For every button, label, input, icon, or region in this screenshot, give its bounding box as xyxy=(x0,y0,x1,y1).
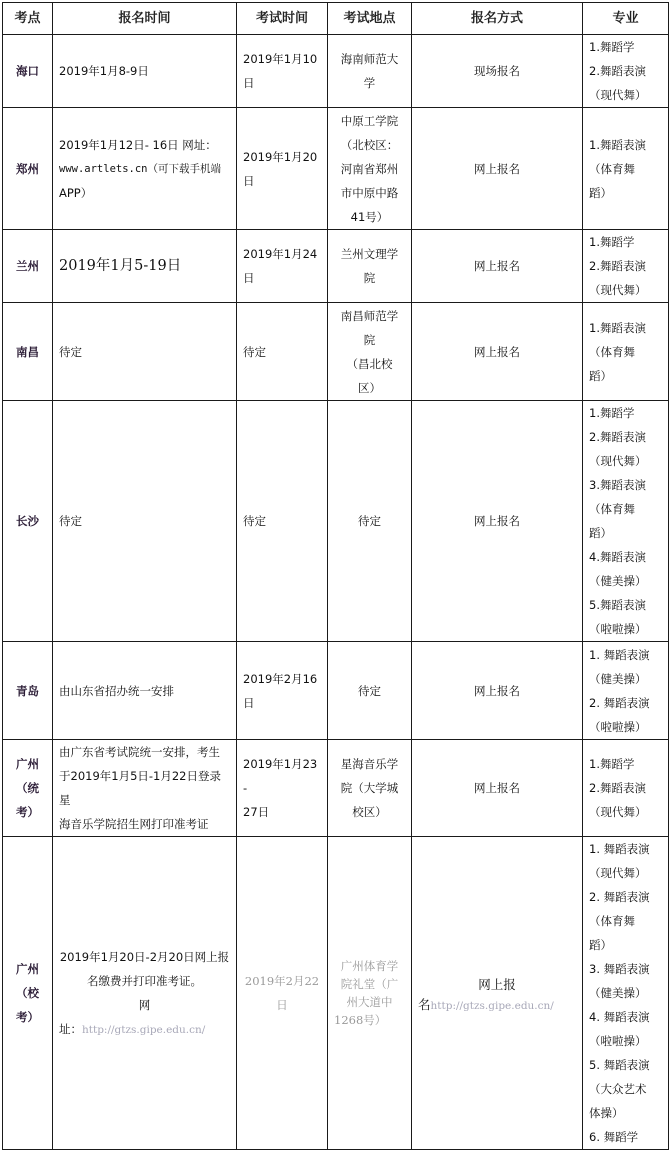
method-text: 网上报名 xyxy=(474,514,520,528)
url-prefix: 名 xyxy=(418,996,431,1012)
major-line: （体育舞 xyxy=(589,161,635,176)
cell-exam-time xyxy=(237,642,328,740)
exam-time-line: 日 xyxy=(243,173,255,188)
url-prefix: 址： xyxy=(59,1021,82,1036)
cell-reg-time xyxy=(53,642,237,740)
major-line: （健美操） xyxy=(589,574,647,588)
location-line: 广州体育学 xyxy=(340,959,399,973)
header-registration-time: 报名时间 xyxy=(53,3,237,35)
major-line: 1. 舞蹈表演 xyxy=(589,647,650,662)
city-line: 青岛 xyxy=(16,683,39,698)
cell-location xyxy=(328,35,412,108)
major-line: （啦啦操） xyxy=(589,719,647,734)
city-line: （校 xyxy=(16,986,39,1000)
major-line: （健美操） xyxy=(589,986,647,1000)
exam-time-line: 2019年2月16 xyxy=(243,671,318,686)
cell-city xyxy=(3,35,53,108)
city-line: 广州 xyxy=(16,962,39,976)
reg-time-line: 待定 xyxy=(59,344,82,359)
table-row xyxy=(3,230,669,303)
location-line: 院 xyxy=(363,332,376,347)
location-line: （北校区： xyxy=(340,137,399,152)
table-row xyxy=(3,303,669,401)
location-line: 待定 xyxy=(358,683,381,698)
exam-schedule-table xyxy=(2,2,669,1150)
table-header-row xyxy=(3,3,669,35)
cell-method xyxy=(412,837,583,1150)
cell-majors xyxy=(583,108,669,230)
reg-time-line: 2019年1月20日-2月20日网上报 xyxy=(59,949,230,964)
location-line: 院 xyxy=(363,271,376,285)
major-line: 2.舞蹈表演 xyxy=(589,64,646,78)
cell-reg-time xyxy=(53,401,237,642)
method-text: 网上报名 xyxy=(474,161,520,176)
header-exam-location: 考试地点 xyxy=(328,3,412,35)
major-line: 1.舞蹈表演 xyxy=(589,320,646,335)
major-line: （现代舞） xyxy=(589,283,647,297)
major-line: 4.舞蹈表演 xyxy=(589,550,646,564)
cell-location xyxy=(328,837,412,1150)
cell-exam-time xyxy=(237,303,328,401)
major-line: （啦啦操） xyxy=(589,622,647,636)
cell-exam-time xyxy=(237,230,328,303)
location-line: 院礼堂（广 xyxy=(340,977,399,991)
registration-link[interactable]: http://gtzs.gipe.edu.cn/ xyxy=(430,999,554,1012)
location-line: 州大道中 xyxy=(346,995,393,1009)
location-line: 兰州文理学 xyxy=(340,247,399,261)
major-line: 5. 舞蹈表演 xyxy=(589,1058,650,1072)
cell-majors xyxy=(583,740,669,837)
reg-time-line: APP） xyxy=(59,185,93,200)
exam-time-line: 2019年1月20 xyxy=(243,149,318,164)
major-line: （大众艺术 xyxy=(589,1082,647,1096)
major-line: （体育舞 xyxy=(589,502,635,516)
location-line: 校区） xyxy=(352,805,387,819)
header-registration-method: 报名方式 xyxy=(412,3,583,35)
major-line: 1.舞蹈表演 xyxy=(589,137,646,152)
reg-time-url-line xyxy=(59,1017,230,1042)
cell-location xyxy=(328,642,412,740)
city-line: 考） xyxy=(16,805,39,819)
reg-time-line: 于2019年1月5日-1月22日登录星 xyxy=(59,769,221,807)
cell-reg-time xyxy=(53,35,237,108)
exam-time-line: 日 xyxy=(276,998,288,1012)
reg-time-line: 海音乐学院招生网打印准考证 xyxy=(59,817,209,831)
exam-time-line: 待定 xyxy=(243,344,266,359)
location-line: 1268号） xyxy=(334,1013,387,1027)
exam-time-line: 2019年1月23- xyxy=(243,757,318,795)
city-line: 长沙 xyxy=(16,514,39,528)
method-text: 网上报名 xyxy=(474,781,520,795)
major-line: （啦啦操） xyxy=(589,1034,647,1048)
cell-method xyxy=(412,642,583,740)
major-line: （现代舞） xyxy=(589,88,647,102)
major-line: （体育舞 xyxy=(589,914,635,928)
cell-majors xyxy=(583,642,669,740)
major-line: 2. 舞蹈表演 xyxy=(589,890,650,904)
method-text: 网上报 xyxy=(478,976,516,992)
cell-city xyxy=(3,740,53,837)
major-line: （现代舞） xyxy=(589,866,647,880)
exam-time-line: 2019年1月24 xyxy=(243,247,318,261)
cell-exam-time xyxy=(237,401,328,642)
reg-time-line: 待定 xyxy=(59,514,82,528)
table-row xyxy=(3,837,669,1150)
reg-time-line: 2019年1月8-9日 xyxy=(59,64,149,78)
major-line: 5.舞蹈表演 xyxy=(589,598,646,612)
major-line: 2.舞蹈表演 xyxy=(589,430,646,444)
cell-location xyxy=(328,230,412,303)
exam-time-line: 27日 xyxy=(243,805,270,819)
major-line: （现代舞） xyxy=(589,805,647,819)
major-line: 1.舞蹈学 xyxy=(589,40,635,54)
location-line: 海南师范大 xyxy=(340,52,399,66)
cell-majors xyxy=(583,35,669,108)
method-url-line xyxy=(418,997,576,1014)
major-line: 3.舞蹈表演 xyxy=(589,478,646,492)
method-text: 网上报名 xyxy=(474,259,520,273)
cell-exam-time xyxy=(237,837,328,1150)
cell-method xyxy=(412,740,583,837)
cell-location xyxy=(328,108,412,230)
major-line: 2.舞蹈表演 xyxy=(589,259,646,273)
header-exam-site: 考点 xyxy=(3,3,53,35)
location-line: 41号） xyxy=(350,209,389,224)
cell-location xyxy=(328,401,412,642)
cell-exam-time xyxy=(237,35,328,108)
location-line: 区） xyxy=(358,380,381,395)
exam-time-line: 2019年2月22 xyxy=(244,974,320,988)
reg-time-line: 2019年1月5-19日 xyxy=(59,258,182,274)
method-text: 网上报名 xyxy=(474,683,520,698)
cell-reg-time xyxy=(53,230,237,303)
major-line: 6. 舞蹈学 xyxy=(589,1130,639,1144)
table-row xyxy=(3,642,669,740)
major-line: 蹈） xyxy=(589,185,612,200)
major-line: 2.舞蹈表演 xyxy=(589,781,646,795)
cell-method xyxy=(412,303,583,401)
reg-time-line: www.artlets.cn（可下载手机端 xyxy=(59,162,222,175)
location-line: 待定 xyxy=(358,514,381,528)
cell-location xyxy=(328,740,412,837)
method-text: 网上报名 xyxy=(474,344,520,359)
major-line: 3. 舞蹈表演 xyxy=(589,962,650,976)
reg-time-line: 网 xyxy=(138,997,151,1012)
city-line: 南昌 xyxy=(16,344,39,359)
city-line: 广州 xyxy=(16,757,39,771)
cell-majors xyxy=(583,401,669,642)
table-row xyxy=(3,108,669,230)
cell-exam-time xyxy=(237,108,328,230)
exam-time-line: 日 xyxy=(243,76,255,90)
cell-method xyxy=(412,230,583,303)
major-line: 蹈） xyxy=(589,526,612,540)
cell-reg-time xyxy=(53,108,237,230)
major-line: 1. 舞蹈表演 xyxy=(589,842,650,856)
exam-time-line: 待定 xyxy=(243,514,266,528)
location-line: 中原工学院 xyxy=(340,113,399,128)
cell-majors xyxy=(583,303,669,401)
major-line: 1.舞蹈学 xyxy=(589,235,635,249)
major-line: （体育舞 xyxy=(589,344,635,359)
exam-time-line: 日 xyxy=(243,695,255,710)
major-line: 蹈） xyxy=(589,938,612,952)
major-line: 1.舞蹈学 xyxy=(589,406,635,420)
major-line: （现代舞） xyxy=(589,454,647,468)
city-line: （统 xyxy=(16,781,39,795)
location-line: 南昌师范学 xyxy=(340,308,399,323)
cell-reg-time xyxy=(53,303,237,401)
method-text: 现场报名 xyxy=(474,64,520,78)
registration-link[interactable]: http://gtzs.gipe.edu.cn/ xyxy=(82,1023,206,1036)
table-row xyxy=(3,740,669,837)
cell-city xyxy=(3,401,53,642)
reg-time-line: 2019年1月12日- 16日 网址： xyxy=(59,137,217,152)
exam-time-line: 日 xyxy=(243,271,255,285)
cell-reg-time xyxy=(53,837,237,1150)
location-line: 河南省郑州 xyxy=(340,161,399,176)
table-row xyxy=(3,401,669,642)
cell-method xyxy=(412,108,583,230)
reg-time-line: 名缴费并打印准考证。 xyxy=(87,973,202,988)
major-line: 蹈） xyxy=(589,368,612,383)
cell-city xyxy=(3,837,53,1150)
cell-method xyxy=(412,401,583,642)
major-line: 2. 舞蹈表演 xyxy=(589,695,650,710)
location-line: 星海音乐学 xyxy=(340,757,399,771)
exam-time-line: 2019年1月10 xyxy=(243,52,318,66)
city-line: 考） xyxy=(16,1010,39,1024)
location-line: 市中原中路 xyxy=(340,185,399,200)
table-row xyxy=(3,35,669,108)
header-major: 专业 xyxy=(583,3,669,35)
cell-city xyxy=(3,230,53,303)
city-line: 兰州 xyxy=(16,259,39,273)
reg-time-line: 由广东省考试院统一安排，考生 xyxy=(59,745,220,759)
location-line: 院（大学城 xyxy=(340,781,399,795)
cell-city xyxy=(3,642,53,740)
city-line: 郑州 xyxy=(16,161,39,176)
major-line: 4. 舞蹈表演 xyxy=(589,1010,650,1024)
cell-reg-time xyxy=(53,740,237,837)
cell-method xyxy=(412,35,583,108)
cell-city xyxy=(3,108,53,230)
cell-majors xyxy=(583,837,669,1150)
header-exam-time: 考试时间 xyxy=(237,3,328,35)
cell-majors xyxy=(583,230,669,303)
major-line: （健美操） xyxy=(589,671,647,686)
major-line: 体操） xyxy=(589,1106,624,1120)
major-line: 1.舞蹈学 xyxy=(589,757,635,771)
cell-location xyxy=(328,303,412,401)
cell-exam-time xyxy=(237,740,328,837)
location-line: （昌北校 xyxy=(346,356,393,371)
reg-time-line: 由山东省招办统一安排 xyxy=(59,683,174,698)
city-line: 海口 xyxy=(16,64,39,78)
cell-city xyxy=(3,303,53,401)
location-line: 学 xyxy=(363,76,376,90)
